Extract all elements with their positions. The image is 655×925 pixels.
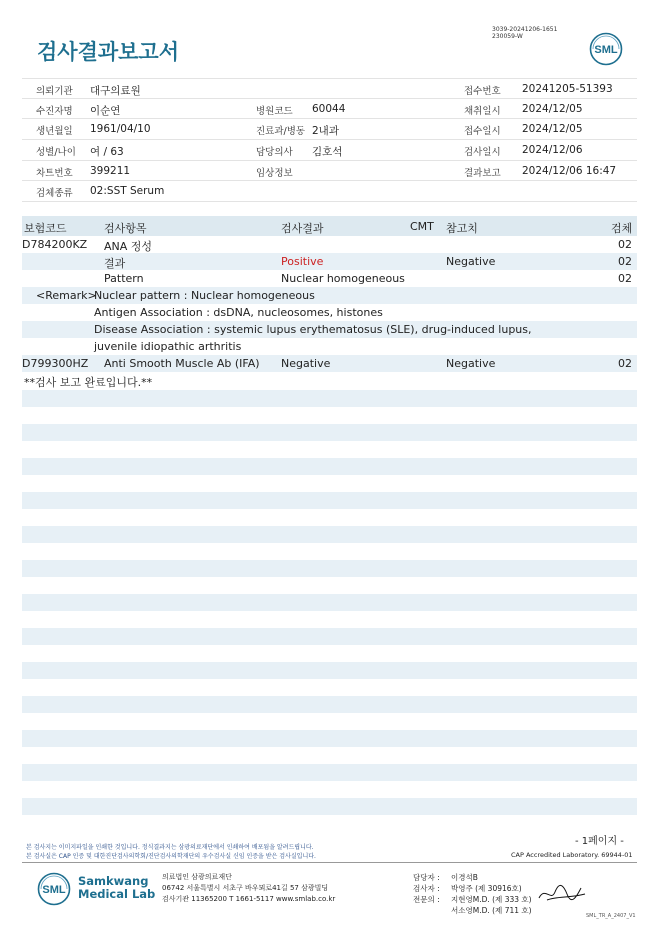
info-row <box>22 140 637 161</box>
remark-line1: Nuclear pattern : Nuclear homogeneous <box>94 289 315 302</box>
info-row <box>22 78 637 99</box>
info-row <box>22 161 637 182</box>
lab-name-line1: Samkwang <box>78 874 149 888</box>
header-specimen: 검체 <box>611 222 633 235</box>
empty-row-band <box>22 730 637 747</box>
empty-row-band <box>22 390 637 407</box>
staff1-label: 담당자 : <box>413 873 440 882</box>
ana-result-label: 결과 <box>104 257 126 270</box>
remark-line3: Disease Association : systemic lupus erythematosus (SLE), drug-induced lupus, <box>94 323 532 336</box>
dept-label: 진료과/병동 <box>256 126 306 138</box>
receipt-date-value: 2024/12/05 <box>522 123 583 136</box>
table-row <box>22 355 637 372</box>
empty-row-band <box>22 526 637 543</box>
empty-row-band <box>22 594 637 611</box>
patient-name-value: 이순연 <box>90 104 121 117</box>
table-row <box>22 270 637 287</box>
table-row <box>22 304 637 321</box>
ana-pattern-value: Nuclear homogeneous <box>281 272 405 285</box>
ana-result-value: Positive <box>281 255 324 268</box>
document-id <box>492 26 557 40</box>
signature-icon <box>537 880 587 906</box>
svg-text:SML: SML <box>42 884 66 896</box>
contact-info: 검사기관 11365200 T 1661-5117 www.smlab.co.kr <box>162 895 336 903</box>
staff1-value: 이경석B <box>451 873 478 882</box>
institution-label: 의뢰기관 <box>36 86 73 97</box>
empty-row-band <box>22 424 637 441</box>
empty-row-band <box>22 798 637 815</box>
remark-line4: juvenile idiopathic arthritis <box>94 340 242 353</box>
ana-result-reference: Negative <box>446 255 496 268</box>
footer-note-cap: 본 검사실은 CAP 인증 및 대한진단검사의학회/진단검사의학재단의 우수검사실 신임 인증을 받은 검사실입니다. <box>26 853 316 860</box>
ana-item: ANA 정성 <box>104 240 153 253</box>
lab-address <box>162 872 335 905</box>
address: 06742 서울특별시 서초구 바우뫼로41길 57 삼광빌딩 <box>162 884 329 892</box>
sex-age-label: 성별/나이 <box>36 147 76 159</box>
receipt-date-label: 접수일시 <box>464 126 501 138</box>
sex-age-value: 여 / 63 <box>90 146 124 159</box>
header-code: 보험코드 <box>24 222 67 235</box>
empty-row-band <box>22 696 637 713</box>
staff4-value: 서소영M.D. (제 711 호) <box>451 906 532 915</box>
empty-row-band <box>22 628 637 645</box>
hospital-code-value: 60044 <box>312 102 346 115</box>
report-date-label: 결과보고 <box>464 167 501 179</box>
report-complete-note: **검사 보고 완료입니다.** <box>24 376 153 389</box>
table-row <box>22 236 637 253</box>
specimen-label: 검체종류 <box>36 188 73 200</box>
table-row <box>22 321 637 338</box>
header-item: 검사항목 <box>104 222 147 235</box>
lab-name-line2: Medical Lab <box>78 887 156 901</box>
sml-logo-icon <box>37 872 71 906</box>
ana-specimen: 02 <box>618 238 632 251</box>
sml-logo-icon <box>589 32 623 66</box>
receipt-no-value: 20241205-51393 <box>522 83 613 95</box>
empty-row-band <box>22 560 637 577</box>
institution-value: 대구의료원 <box>90 85 141 97</box>
dept-value: 2내과 <box>312 125 339 138</box>
collect-date-label: 채취일시 <box>464 105 501 117</box>
staff-list <box>413 872 532 916</box>
patient-name-label: 수진자명 <box>36 105 73 117</box>
ana-result-specimen: 02 <box>618 255 632 268</box>
empty-row-band <box>22 458 637 475</box>
staff2-label: 검사자 : <box>413 884 440 893</box>
info-row <box>22 99 637 120</box>
table-row <box>22 338 637 355</box>
results-table <box>22 216 637 389</box>
birth-value: 1961/04/10 <box>90 123 151 136</box>
staff3-label: 전문의 : <box>413 895 440 904</box>
lab-name <box>78 875 155 901</box>
ana-pattern-specimen: 02 <box>618 272 632 285</box>
clinical-label: 임상정보 <box>256 167 293 179</box>
table-row <box>22 287 637 304</box>
receipt-no-label: 접수번호 <box>464 86 501 97</box>
asma-code: D799300HZ <box>22 357 89 370</box>
chart-no-value: 399211 <box>90 164 131 177</box>
header-result: 검사결과 <box>281 222 324 235</box>
chart-no-label: 차트번호 <box>36 167 73 179</box>
form-code: SML_TR_A_2407_V1 <box>586 913 636 919</box>
collect-date-value: 2024/12/05 <box>522 102 583 115</box>
results-header <box>22 216 637 236</box>
test-date-label: 검사일시 <box>464 147 501 159</box>
remark-line2: Antigen Association : dsDNA, nucleosomes, histones <box>94 306 383 319</box>
asma-reference: Negative <box>446 357 496 370</box>
header-cmt: CMT <box>410 220 434 233</box>
empty-row-band <box>22 764 637 781</box>
header-reference: 참고치 <box>446 222 478 235</box>
org-name: 의료법인 삼광의료재단 <box>162 873 232 881</box>
cap-accreditation: CAP Accredited Laboratory. 69944-01 <box>511 851 633 859</box>
doctor-label: 담당의사 <box>256 147 293 159</box>
test-date-value: 2024/12/06 <box>522 144 583 157</box>
staff3-value: 지현영M.D. (제 333 호) <box>451 895 532 904</box>
empty-row-band <box>22 492 637 509</box>
table-row <box>22 372 637 389</box>
footer-divider <box>22 862 637 863</box>
birth-label: 생년월일 <box>36 126 73 138</box>
staff2-value: 박영주 (제 30916호) <box>451 884 522 893</box>
asma-item: Anti Smooth Muscle Ab (IFA) <box>104 357 260 370</box>
asma-specimen: 02 <box>618 357 632 370</box>
ana-pattern-label: Pattern <box>104 272 144 285</box>
empty-row-band <box>22 662 637 679</box>
report-title: 검사결과보고서 <box>37 40 180 64</box>
hospital-code-label: 병원코드 <box>256 105 293 117</box>
specimen-value: 02:SST Serum <box>90 185 165 198</box>
document-id-line2: 230059-W <box>492 33 523 40</box>
footer-note-print: 본 검사지는 이미지파일을 인쇄한 것입니다. 정식결과지는 삼광의료재단에서 인쇄하여 배포됨을 알려드립니다. <box>26 844 314 851</box>
info-row <box>22 181 637 202</box>
doctor-value: 김호석 <box>312 146 343 159</box>
patient-info-table <box>22 78 637 202</box>
remark-label: <Remark> <box>36 289 97 302</box>
document-id-line1: 3039-20241206-1651 <box>492 26 558 33</box>
page-number: - 1페이지 - <box>575 836 624 847</box>
info-row <box>22 119 637 140</box>
asma-result: Negative <box>281 357 331 370</box>
table-row <box>22 253 637 270</box>
report-date-value: 2024/12/06 16:47 <box>522 164 617 177</box>
svg-text:SML: SML <box>594 44 618 56</box>
ana-code: D784200KZ <box>22 238 88 251</box>
